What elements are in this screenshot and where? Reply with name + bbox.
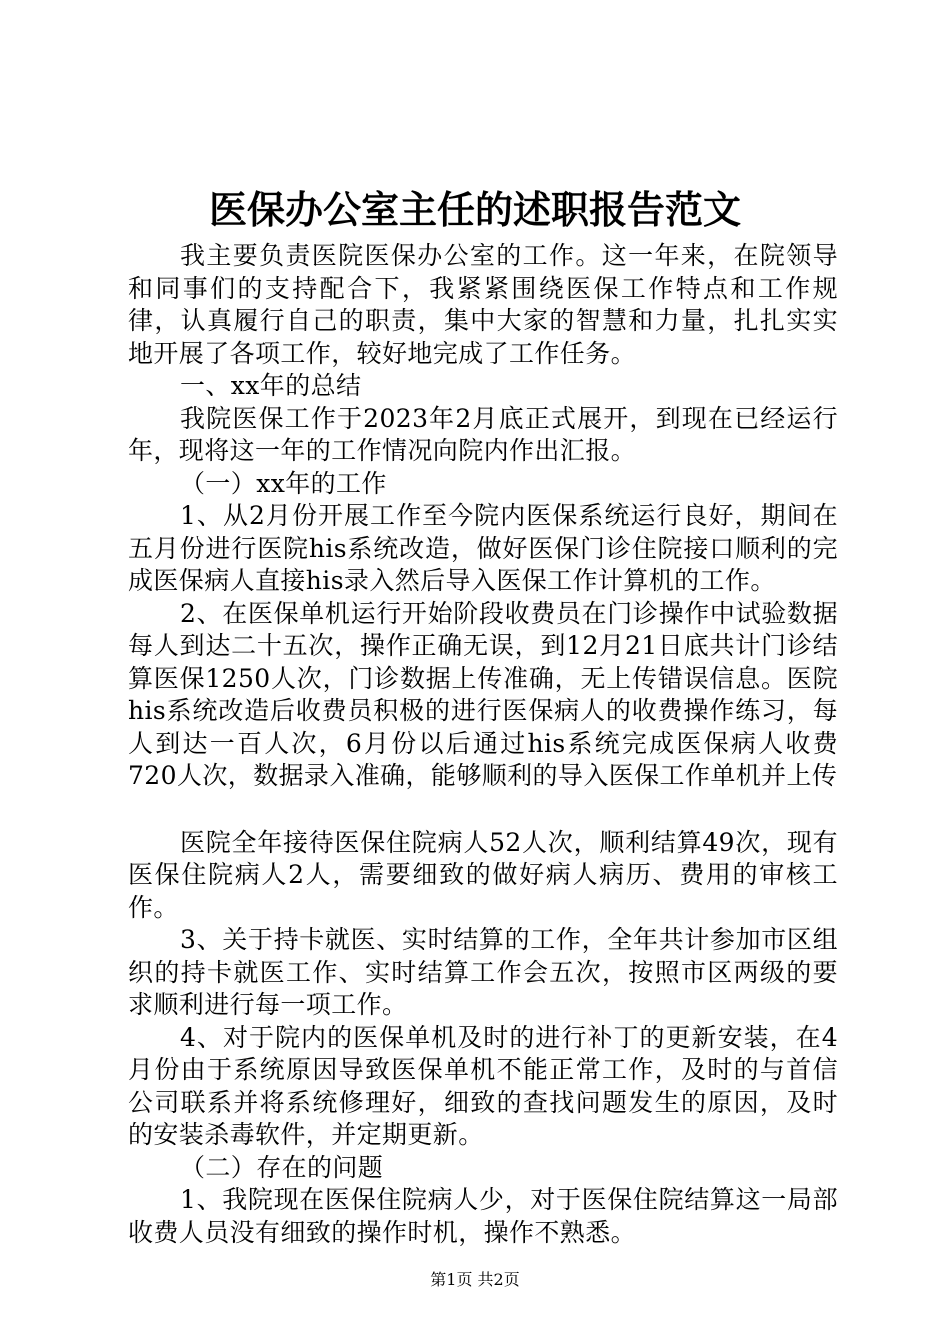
subsection-heading-problems: （二）存在的问题 bbox=[180, 1152, 384, 1182]
paragraph-item-3: 3、关于持卡就医、实时结算的工作，全年共计参加市区组织的持卡就医工作、实时结算工作会五次，按照市区两级的要求顺利进行每一项工作。 bbox=[128, 925, 838, 1019]
paragraph-overview: 我院医保工作于2023年2月底正式展开，到现在已经运行年，现将这一年的工作情况向院内作出汇报。 bbox=[128, 403, 838, 465]
paragraph-item-4: 4、对于院内的医保单机及时的进行补丁的更新安装，在4月份由于系统原因导致医保单机不能正常工作，及时的与首信公司联系并将系统修理好，细致的查找问题发生的原因，及时的安装杀毒软件，并定期更新。 bbox=[128, 1022, 838, 1149]
paragraph-inpatient: 医院全年接待医保住院病人52人次，顺利结算49次，现有医保住院病人2人，需要细致的做好病人病历、费用的审核工作。 bbox=[128, 827, 838, 922]
document-title: 医保办公室主任的述职报告范文 bbox=[208, 188, 741, 232]
subsection-heading-work: （一）xx年的工作 bbox=[180, 468, 387, 498]
section-heading-summary: 一、xx年的总结 bbox=[180, 371, 362, 400]
paragraph-item-1: 1、从2月份开展工作至今院内医保系统运行良好，期间在五月份进行医院his系统改造，做好医保门诊住院接口顺利的完成医保病人直接his录入然后导入医保工作计算机的工作。 bbox=[128, 501, 838, 595]
paragraph-item-2: 2、在医保单机运行开始阶段收费员在门诊操作中试验数据每人到达二十五次，操作正确无误，到12月21日底共计门诊结算医保1250人次，门诊数据上传准确，无上传错误信息。医院his系统改造后收费员积极的进行医保病人的收费操作练习，每人到达一百人次，6月份以后通过his系统完成医保病人收费720人次，数据录入准确，能够顺利的导入医保工作单机并上传 bbox=[128, 598, 838, 790]
paragraph-intro: 我主要负责医院医保办公室的工作。这一年来，在院领导和同事们的支持配合下，我紧紧围绕医保工作特点和工作规律，认真履行自己的职责，集中大家的智慧和力量，扎扎实实地开展了各项工作，较好地完成了工作任务。 bbox=[128, 241, 838, 368]
paragraph-problem-1: 1、我院现在医保住院病人少，对于医保住院结算这一局部收费人员没有细致的操作时机，操作不熟悉。 bbox=[128, 1185, 838, 1247]
page-footer: 第1页 共2页 bbox=[430, 1270, 520, 1289]
document-body bbox=[128, 240, 838, 1249]
